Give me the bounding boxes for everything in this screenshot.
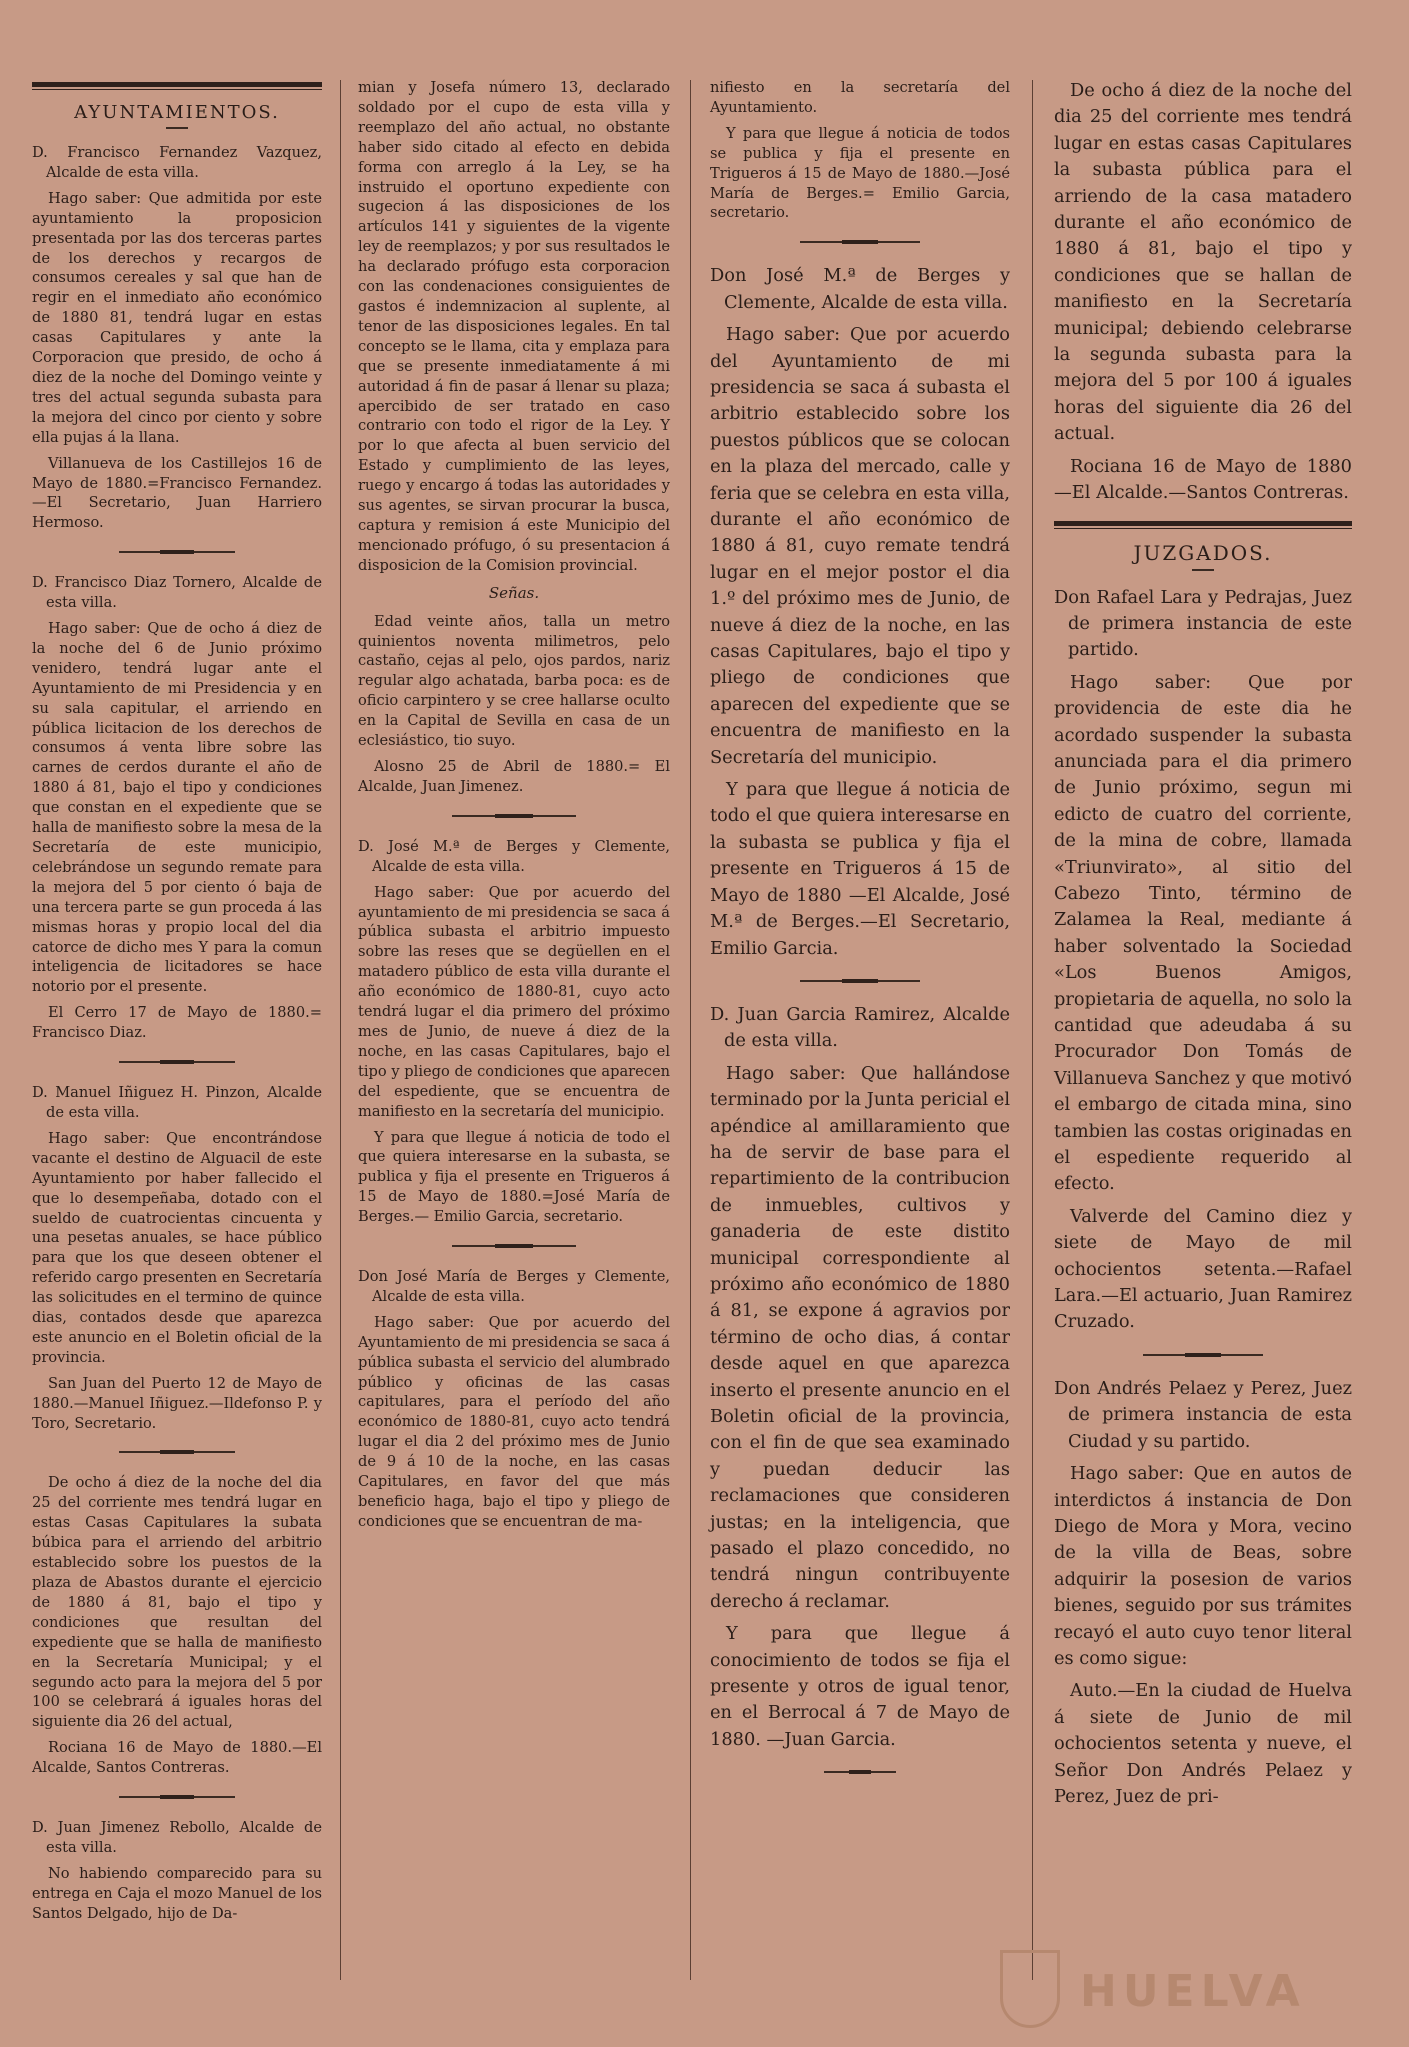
notice-header: D. Juan Jimenez Rebollo, Alcalde de esta villa. (32, 1819, 322, 1856)
separator (119, 1451, 235, 1453)
notice-header: D. Francisco Diaz Tornero, Alcalde de esta villa. (32, 574, 322, 612)
notice-signature: Villanueva de los Castillejos 16 de Mayo de 1880.=Francisco Fernandez.—El Secretario, Juan Harriero Hermoso. (32, 454, 322, 532)
notice-header: D. Manuel Iñiguez H. Pinzon, Alcalde de esta villa. (32, 1084, 322, 1121)
section-title-juzgados: JUZGADOS. (1133, 540, 1273, 565)
notice-body: Y para que llegue á noticia de todo el que quiera interesarse en la subasta, se publica y fija el presente en Trigueros á 15 de Mayo de 1880.=José María de Berges.— Emilio Garcia, secretario. (358, 1128, 670, 1226)
title-dash (1192, 569, 1214, 571)
notice-signature: Rociana 16 de Mayo de 1880.—El Alcalde, Santos Contreras. (32, 1739, 322, 1777)
column-4 (1050, 78, 1356, 1816)
section-rule-thin (1054, 528, 1352, 529)
notice-header: Don José M.ª de Berges y Clemente, Alcalde de esta villa. (710, 265, 1010, 313)
separator (824, 1771, 896, 1773)
notice-body: Hago saber: Que en autos de interdictos á instancia de Don Diego de Mora y Mora, vecino de la villa de Beas, sobre adquirir la posesion de varios bienes, seguido por sus trámites recayó el auto cuyo tenor literal es como sigue: (1054, 1463, 1352, 1669)
notice-header: D. Juan Garcia Ramirez, Alcalde de esta villa. (710, 1003, 1010, 1052)
column-rule (1032, 80, 1033, 1980)
notice-signature: Rociana 16 de Mayo de 1880 —El Alcalde.—Santos Contreras. (1054, 455, 1352, 504)
notice-body: Hago saber: Que por acuerdo del Ayuntamiento de mi presidencia se saca á subasta el arbitrio establecido sobre los puestos públicos que se colocan en la plaza del mercado, calle y feria que se celebra en esta villa, durante el año económico de 1880 á 81, cuyo remate tendrá lugar en el mejor postor el dia 1.º del próximo mes de Junio, de nueve á diez de la noche, en las casas Capitulares, bajo el tipo y pliego de condiciones que aparecen del expediente que se encuentra de manifiesto en la Secretaría del municipio. (710, 324, 1010, 768)
column-rule (690, 80, 691, 1980)
notice-body: Auto.—En la ciudad de Huelva á siete de Junio de mil ochocientos setenta y nueve, el Señor Don Andrés Pelaez y Perez, Juez de pri- (1054, 1680, 1352, 1807)
notice-body: Hago saber: Que encontrándose vacante el destino de Alguacil de este Ayuntamiento por haber fallecido el que lo desempeñaba, dotado con el sueldo de cuatrocientas cincuenta y una pesetas anuales, se hace público para que los que deseen obtener el referido cargo presenten en Secretaría las solicitudes en el termino de quince dias, contados desde que aparezca este anuncio en el Boletin oficial de la provincia. (32, 1129, 322, 1366)
separator (1143, 1354, 1262, 1356)
separator (452, 1245, 577, 1247)
separator (452, 815, 577, 817)
notice-body: mian y Josefa número 13, declarado soldado por el cupo de esta villa y reemplazo del año actual, no obstante haber sido citado al efecto en debida forma con arreglo á la Ley, se ha instruido el oportuno expediente con sugecion á las disposiciones de los artículos 141 y siguientes de la vigente ley de reemplazos; y por sus resultados le ha declarado prófugo esta corporacion con las condenaciones consiguientes de gastos é indemnizacion al suplente, al tenor de las disposiciones legales. En tal concepto se le llama, cita y emplaza para que se presente inmediatamente á mi autoridad á fin de pasar á llenar su plaza; apercibido de ser tratado en caso contrario con todo el rigor de la Ley. Y por lo que afecta al buen servicio del Estado y cumplimiento de las leyes, ruego y encargo á todas las autoridades y sus agentes, se sirvan procurar la busca, captura y remision á este Municipio del mencionado prófugo, ó su presentacion á disposicion de la Comision provincial. (358, 79, 670, 574)
separator (119, 1796, 235, 1798)
separator (119, 551, 235, 553)
title-dash (166, 127, 188, 129)
notice-body: nifiesto en la secretaría del Ayuntamiento. (710, 79, 1010, 116)
column-rule (340, 80, 341, 1980)
separator (800, 980, 920, 982)
notice-header: D. Francisco Fernandez Vazquez, Alcalde de esta villa. (32, 144, 322, 181)
notice-body: Hago saber: Que de ocho á diez de la noche del 6 de Junio próximo venidero, tendrá lugar ante el Ayuntamiento de mi Presidencia y en su sala capitular, el arriendo en pública licitacion de los derechos de consumos á venta libre sobre las carnes de cerdos durante el año de 1880 á 81, bajo el tipo y condiciones que constan en el expediente que se halla de manifiesto sobre la mesa de la Secretaría de este municipio, celebrándose un segundo remate para la mejora del 5 por ciento ó baja de una tercera parte se gun proceda á las mismas horas y propio local del dia catorce de dicho mes Y para la comun inteligencia de licitadores se hace notorio por el presente. (32, 620, 322, 996)
notice-signature: El Cerro 17 de Mayo de 1880.= Francisco Diaz. (32, 1004, 322, 1042)
section-title-ayuntamientos: AYUNTAMIENTOS. (74, 102, 280, 123)
notice-body: Hago saber: Que por providencia de este dia he acordado suspender la subasta anunciada para el dia primero de Junio próximo, segun mi edicto de cuatro del corriente, de la mina de cobre, llamada «Triunvirato», al sitio del Cabezo Tinto, término de Zalamea la Real, mediante á haber solventado la Sociedad «Los Buenos Amigos, propietaria de aquella, no solo la cantidad que adeudaba á su Procurador Don Tomás de Villanueva Sanchez y que motivó el embargo de citada mina, sino tambien las costas originadas en el espediente requerido al efecto. (1054, 671, 1352, 1195)
notice-body: Y para que llegue á conocimiento de todos se fija el presente y otros de igual tenor, en el Berrocal á 7 de Mayo de 1880. —Juan Garcia. (710, 1623, 1010, 1750)
column-3 (706, 78, 1014, 1793)
notice-signature: San Juan del Puerto 12 de Mayo de 1880.—Manuel Iñiguez.—Ildefonso P. y Toro, Secretario. (32, 1374, 322, 1432)
senas-title: Señas. (488, 583, 540, 602)
archive-watermark: HUELVA (1080, 1966, 1306, 2017)
notice-body: Y para que llegue á noticia de todo el que quiera interesarse en la subasta se publica y fija el presente en Trigueros á 15 de Mayo de 1880 —El Alcalde, José M.ª de Berges.—El Secretario, Emilio Garcia. (710, 779, 1010, 959)
header-rule-thin (32, 89, 322, 90)
separator (800, 241, 920, 243)
column-2 (354, 78, 674, 1538)
notice-header: D. José M.ª de Berges y Clemente, Alcalde de esta villa. (358, 837, 670, 875)
section-rule (1054, 521, 1352, 526)
notice-body: Hago saber: Que por acuerdo del ayuntamiento de mi presidencia se saca á pública subasta el arbitrio impuesto sobre las reses que se degüellen en el matadero público de esta villa durante el año económico de 1880-81, cuyo acto tendrá lugar el dia primero del próximo mes de Junio, de nueve á diez de la noche, en las casas Capitulares, bajo el tipo y pliego de condiciones que aparecen del espediente, que se encuentra de manifiesto en la secretaría del municipio. (358, 883, 670, 1120)
senas-body: Edad veinte años, talla un metro quinientos noventa milimetros, pelo castaño, cejas al pelo, ojos pardos, nariz regular algo achatada, barba poca: es de oficio carpintero y se cree hallarse oculto en la Capital de Sevilla en casa de un eclesiástico, tio suyo. (358, 612, 670, 750)
notice-header: Don Andrés Pelaez y Perez, Juez de primera instancia de esta Ciudad y su partido. (1054, 1377, 1352, 1452)
column-1 (28, 78, 326, 1930)
notice-body: Hago saber: Que hallándose terminado por la Junta pericial el apéndice al amillaramiento que ha de servir de base para el repartimiento de la contribucion de inmuebles, cultivos y ganaderia de este distito municipal correspondiente al próximo año económico de 1880 á 81, se expone á agravios por término de ocho dias, á contar desde aquel en que aparezca inserto el presente anuncio en el Boletin oficial de la provincia, con el fin de que sea examinado y puedan deducir las reclamaciones que consideren justas; en la inteligencia, que pasado el plazo concedido, no tendrá ningun contribuyente derecho á reclamar. (710, 1062, 1011, 1612)
notice-body: Y para que llegue á noticia de todos se publica y fija el presente en Trigueros á 15 de Mayo de 1880.—José María de Berges.= Emilio Garcia, secretario. (710, 124, 1010, 222)
notice-body: Hago saber: Que por acuerdo del Ayuntamiento de mi presidencia se saca á pública subasta el servicio del alumbrado público y oficinas de las casas capitulares, para el período del año económico de 1880-81, cuyo acto tendrá lugar el dia 2 del próximo mes de Junio de 9 á 10 de la noche, en las casas Capitulares, en favor del que más beneficio haga, bajo el tipo y pliego de condiciones que se encuentran de ma- (358, 1313, 670, 1530)
notice-signature: Valverde del Camino diez y siete de Mayo de mil ochocientos setenta.—Rafael Lara.—El actuario, Juan Ramirez Cruzado. (1054, 1205, 1352, 1333)
header-rule (32, 82, 322, 87)
notice-body: De ocho á diez de la noche del dia 25 del corriente mes tendrá lugar en estas casas Capitulares la subasta pública para el arriendo de la casa matadero durante el año económico de 1880 á 81, bajo el tipo y condiciones que se hallan de manifiesto en la Secretaría municipal; debiendo celebrarse la segunda subasta para la mejora del 5 por 100 á iguales horas del siguiente dia 26 del actual. (1054, 80, 1352, 445)
notice-header: Don Rafael Lara y Pedrajas, Juez de primera instancia de este partido. (1054, 586, 1352, 661)
notice-body: De ocho á diez de la noche del dia 25 del corriente mes tendrá lugar en estas Casas Capitulares la subata búbica para el arriendo del arbitrio establecido sobre los puestos de la plaza de Abastos durante el ejercicio de 1880 á 81, bajo el tipo y condiciones que resultan del expediente que se halla de manifiesto en la Secretaría Municipal; y el segundo acto para la mejora del 5 por 100 se celebrará á iguales horas del siguiente dia 26 del actual, (32, 1474, 322, 1731)
notice-body: Hago saber: Que admitida por este ayuntamiento la proposicion presentada por las dos terceras partes de los derechos y recargos de consumos cereales y sal que han de regir en el inmediato año económico de 1880 81, tendrá lugar en estas casas Capitulares y ante la Corporacion que presido, de ocho á diez de la noche del Domingo veinte y tres del actual segunda subasta para la mejora del cinco por ciento y sobre ella pujas á la llana. (32, 189, 322, 446)
notice-signature: Alosno 25 de Abril de 1880.= El Alcalde, Juan Jimenez. (358, 758, 670, 795)
notice-body: No habiendo comparecido para su entrega en Caja el mozo Manuel de los Santos Delgado, hijo de Da- (32, 1864, 322, 1922)
separator (119, 1061, 235, 1063)
notice-header: Don José María de Berges y Clemente, Alcalde de esta villa. (358, 1268, 670, 1305)
